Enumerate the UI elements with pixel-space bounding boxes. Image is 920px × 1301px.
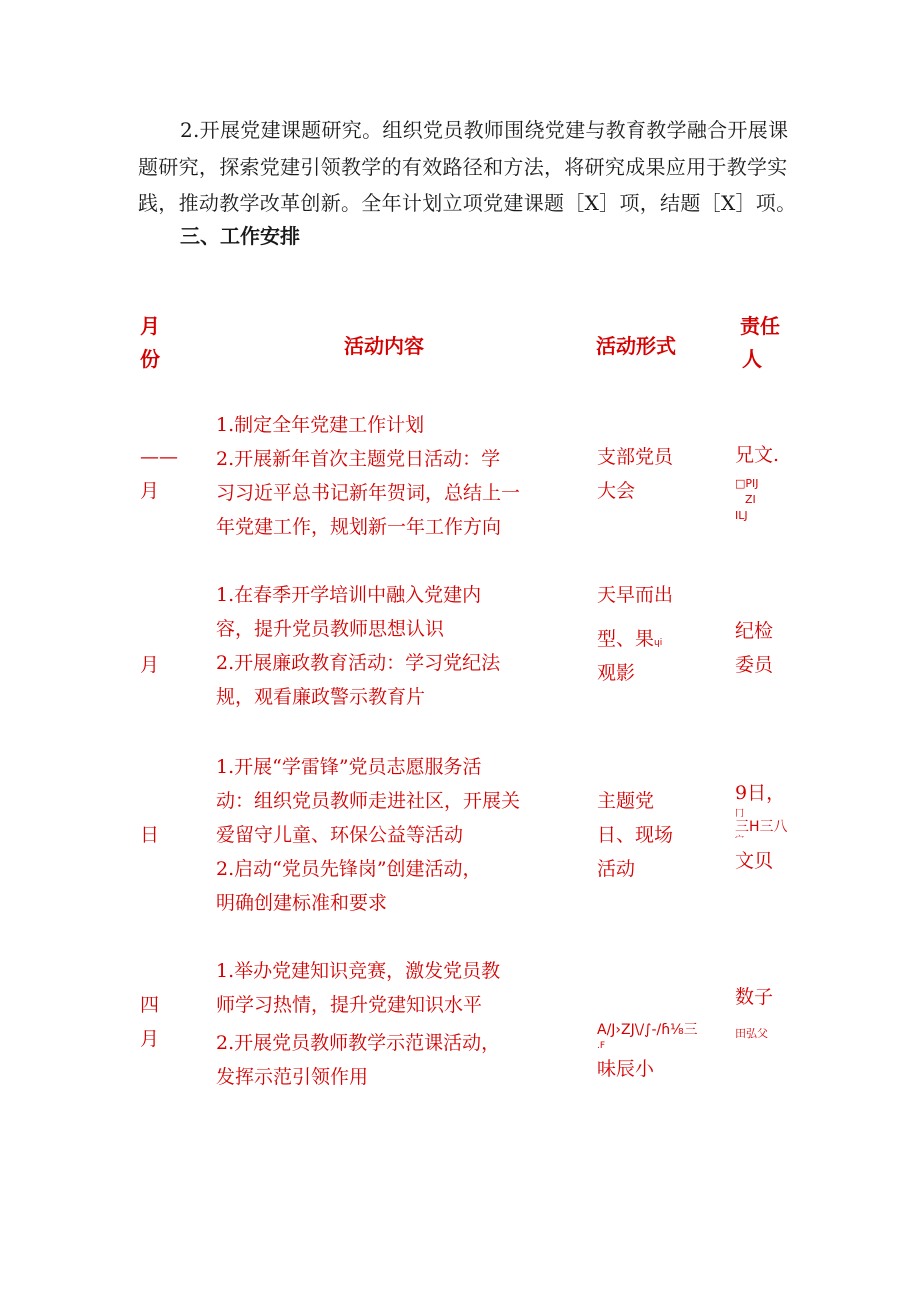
person-line: 纪检	[735, 620, 774, 642]
form-line: 日、现场	[597, 824, 674, 846]
row1-form	[597, 440, 673, 508]
content-line: 1.开展“学雷锋”党员志愿服务活	[216, 756, 482, 778]
form-line: 大会	[597, 480, 636, 502]
form-scan-mark: ɥi	[654, 638, 663, 648]
paragraph-line: 题研究，探索党建引领教学的有效路径和方法，将研究成果应用于教学实	[138, 154, 788, 179]
form-line: 支部党员	[597, 446, 674, 468]
header-content: 活动内容	[344, 334, 424, 358]
content-line: 2.开展党员教师教学示范课活动，	[216, 1032, 501, 1054]
row3-form	[597, 784, 673, 886]
row1-person-scan	[735, 476, 759, 524]
header-month-2: 份	[140, 347, 160, 371]
person-line: 冂	[735, 809, 745, 819]
person-line: □PIJ	[735, 477, 759, 490]
month-text: 四	[140, 994, 160, 1016]
form-line: 主题党	[597, 790, 655, 812]
month-text: ——	[140, 446, 178, 468]
content-line: 师学习热情，提升党建知识水平	[216, 994, 483, 1016]
row2-form	[597, 578, 673, 690]
row4-content	[216, 954, 500, 1094]
row1-month	[140, 440, 178, 508]
row3-person-scan	[735, 808, 788, 846]
person-line: ILJ	[735, 509, 748, 522]
content-line: 动：组织党员教师走进社区，开展关	[216, 790, 521, 812]
header-person-1: 责任	[740, 314, 780, 338]
person-line: 委员	[735, 654, 774, 676]
research-paragraph	[138, 112, 798, 222]
person-line: 文贝	[735, 850, 774, 872]
content-line: 习习近平总书记新年贺词，总结上一	[216, 482, 521, 504]
form-line: 天早而出	[597, 584, 674, 606]
row4-person	[735, 980, 773, 1014]
content-line: 年党建工作，规划新一年工作方向	[216, 516, 502, 538]
row4-form	[597, 1020, 698, 1086]
form-line: 观影	[597, 662, 636, 684]
row4-month	[140, 988, 159, 1056]
content-line: 2.启动“党员先锋岗”创建活动，	[216, 858, 482, 880]
content-line: 规，观看廉政警示教育片	[216, 686, 426, 708]
row1-person	[735, 438, 779, 472]
content-line: 1.制定全年党建工作计划	[216, 414, 425, 436]
row4-person-scan	[735, 1026, 768, 1042]
form-line: 型、果	[597, 628, 655, 650]
row3-person-name	[735, 844, 773, 878]
paragraph-line: 践，推动教学改革创新。全年计划立项党建课题［X］项，结题［X］项。	[138, 191, 797, 215]
row3-person	[735, 776, 785, 810]
content-line: 2.开展廉政教育活动：学习党纪法	[216, 652, 501, 674]
month-text: 日	[140, 824, 160, 846]
form-line: A/J›ZJ\/∫-/ɦ⅛三	[597, 1022, 698, 1038]
content-line: 1.在春季开学培训中融入党建内	[216, 584, 482, 606]
form-line: 味辰小	[597, 1058, 655, 1080]
person-line: 三H三八	[735, 819, 788, 835]
person-line: 田弘父	[735, 1027, 768, 1040]
section-heading: 三、工作安排	[180, 224, 300, 248]
row3-content	[216, 750, 520, 920]
row2-person	[735, 614, 773, 682]
form-line: .F	[597, 1041, 606, 1051]
person-line: 9日，	[735, 782, 786, 804]
header-month-1: 月	[140, 314, 160, 338]
content-line: 爱留守儿童、环保公益等活动	[216, 824, 464, 846]
content-line: 容，提升党员教师思想认识	[216, 618, 445, 640]
person-line: 数子	[735, 986, 774, 1008]
row3-month	[140, 818, 159, 852]
content-line: 1.举办党建知识竞赛，激发党员教	[216, 960, 501, 982]
paragraph-line: 2.开展党建课题研究。组织党员教师围绕党建与教育教学融合开展课	[180, 118, 789, 142]
person-line: 兄文.	[735, 444, 780, 466]
content-line: 发挥示范引领作用	[216, 1066, 369, 1088]
content-line: 2.开展新年首次主题党日活动：学	[216, 448, 501, 470]
header-person-2: 人	[742, 347, 762, 371]
header-form: 活动形式	[596, 334, 676, 358]
person-line: ZI	[745, 493, 756, 506]
person-line: 宀	[735, 835, 745, 845]
month-text: 月	[140, 654, 160, 676]
row2-content	[216, 578, 500, 714]
row1-content	[216, 408, 520, 544]
form-line: 活动	[597, 858, 636, 880]
content-line: 明确创建标准和要求	[216, 892, 388, 914]
month-text: 月	[140, 480, 160, 502]
row2-month	[140, 648, 159, 682]
month-text: 月	[140, 1028, 160, 1050]
